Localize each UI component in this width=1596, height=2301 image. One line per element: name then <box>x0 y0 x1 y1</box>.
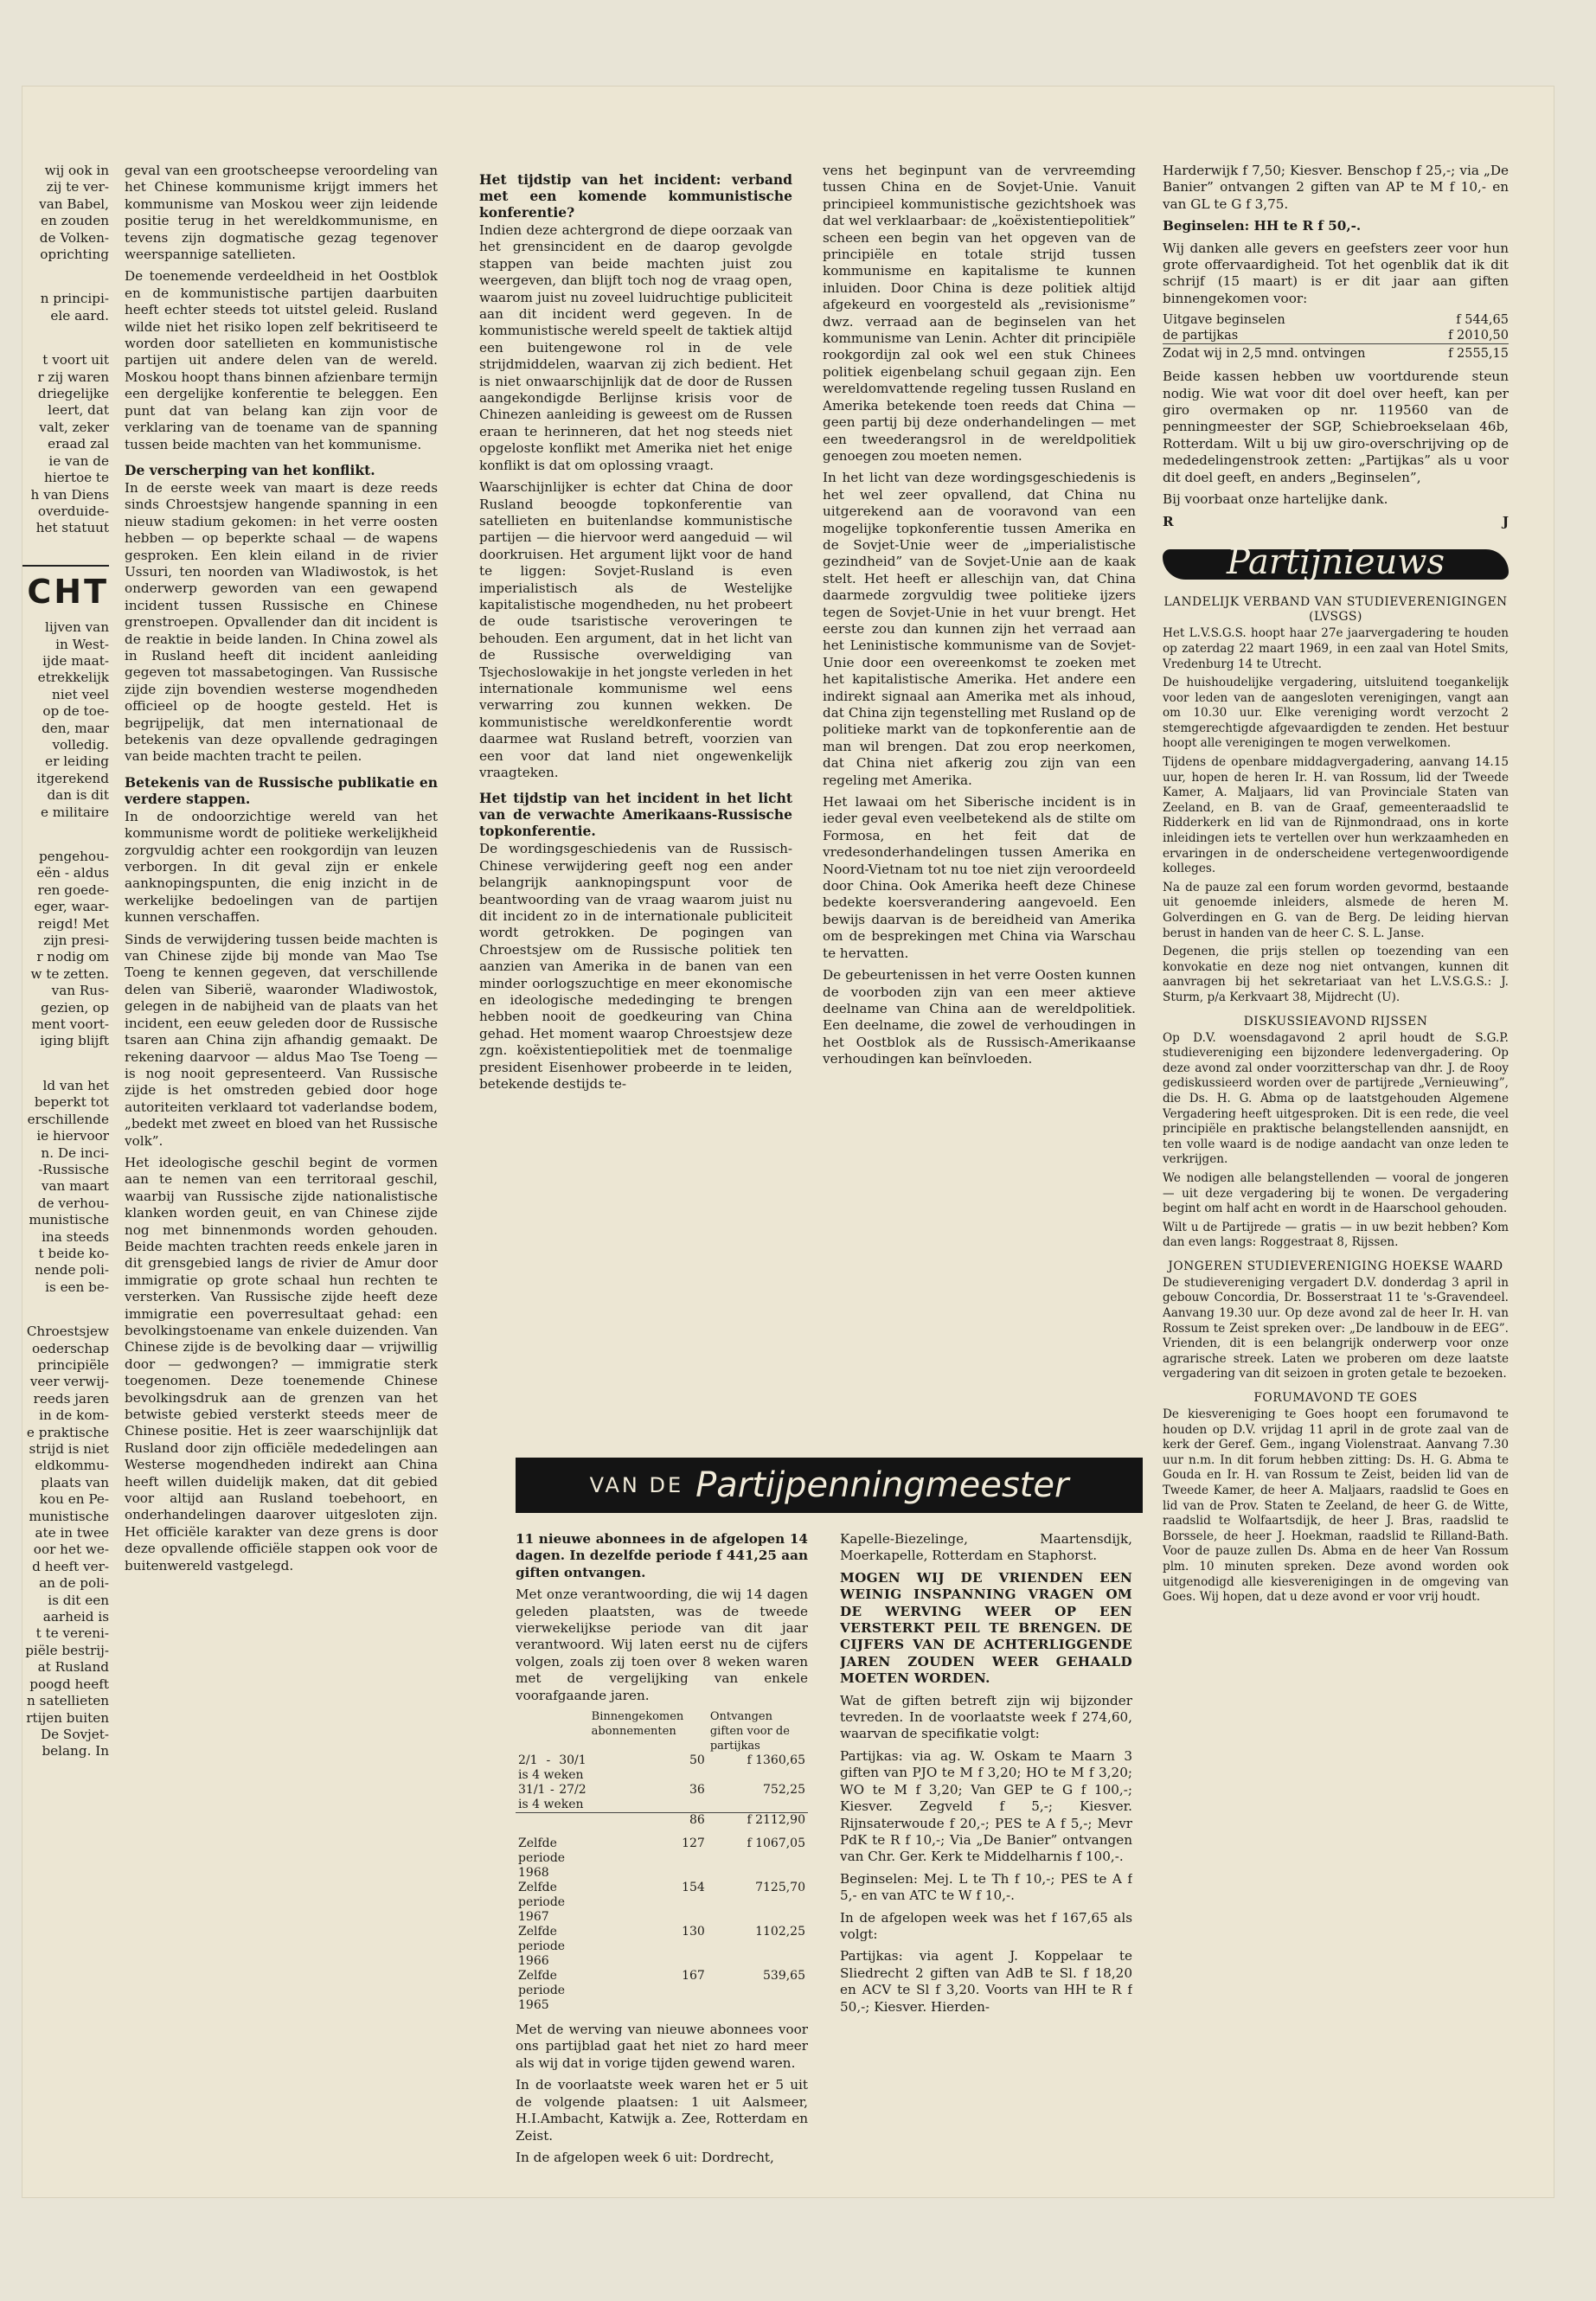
paragraph: Degenen, die prijs stellen op toezending van een konvokatie en deze nog niet ontvangen, kunnen dit aanvragen bij het sekretariaat van het L.V.S.G.S.: J. Sturm, p/a Kerkvaart 38, Mijdrecht (U). <box>1163 945 1509 1004</box>
paragraph: Beginselen: Mej. L te Th f 10,-; PES te A f 5,- en van ATC te W f 10,-. <box>840 1870 1132 1904</box>
paragraph: De huishoudelijke vergadering, uitsluitend toegankelijk voor leden van de aangesloten verenigingen, vangt aan om 10.30 uur. Elke vereniging wordt verzocht 2 stemgerechtigde afgevaardigden te zenden. Het bestuur hoopt alle verenigingen te mogen verwelkomen. <box>1163 676 1509 751</box>
row-gifts: 752,25 <box>763 1783 805 1798</box>
paragraph: Het lawaai om het Siberische incident is in ieder geval even veelbetekend als de stilte om Formosa, en het feit dat de vredesonderhandelingen tussen Amerika en Noord-Vietnam tot nu toe niet zijn veroordeeld door China. Ook Amerika heeft deze Chinese bedekte koersverandering aangevoeld. Een bewijs daarvan is de bereidheid van Amerika om de besprekingen met China via Warschau te hervatten. <box>823 794 1136 961</box>
ledger-total-row <box>1163 344 1509 362</box>
ledger-label: Uitgave beginselen <box>1163 313 1285 328</box>
row-count: 127 <box>682 1836 705 1851</box>
paragraph: De studievereniging vergadert D.V. donderdag 3 april in gebouw Concordia, Dr. Bosserstraat 11 te 's-Gravendeel. Aanvang 19.30 uur. Op deze avond zal de heer Ir. H. van Rossum te Zeist spreken over: „De landbouw in de EEG”. Vrienden, dit is een belangrijk onderwerp voor onze agrarische streek. Laten we proberen om deze laatste vergadering van dit seizoen in groten getale te bezoeken. <box>1163 1275 1509 1381</box>
clipped-heading: CHT <box>27 572 109 611</box>
paragraph: geval van een grootscheepse veroordeling van het Chinese kommunisme krijgt immers het kommunisme van Moskou weer zijn leidende positie terug in het wereldkommunisme, en tevens zijn dogmatische gezag tegenover weerspannige satellieten. <box>125 163 438 263</box>
table-total-row <box>516 1813 808 1829</box>
row-gifts: 539,65 <box>763 1969 805 1984</box>
article-column-2 <box>479 163 792 1434</box>
paragraph: Waarschijnlijker is echter dat China de door Rusland beoogde topkonferentie van satellieten en buitenlandse kommunistische partijen — die hiervoor werd aangeduid — wil doorkruisen. Het argument lijkt voor de hand te liggen: Sovjet-Rusland is even imperialistisch als de Westelijke kapitalistische mogendheden, nu het probeert de oude tsaristische veroveringen te behouden. Een argument, dat in het licht van de Russische overweldiging van Tsjechoslowakije in het jongste verleden in het internationale kommunisme wel eens verwarring zou kunnen wekken. De kommunistische wereldkonferentie wordt daarmee wat Rusland betreft, voorzien van een voor dat land niet ongewenkelijk vraagteken. <box>479 479 792 780</box>
total-count: 86 <box>589 1813 708 1829</box>
table-row <box>516 1836 808 1881</box>
paragraph: Indien deze achtergrond de diepe oorzaak van het grensincident en de daarop gevolgde stappen van beide machten juist zou weergeven, dan blijft toch nog de vraag open, waarom juist nu zoveel luidruchtige publiciteit aan dit incident werd gegeven. In de kommunistische wereld speelt de taktiek altijd een buitengewone rol in de vele strijdmiddelen, waarvan zij zich bedient. Het is niet onwaarschijnlijk dat de door de Russen aangekondigde Berlijnse krisis voor de Chinezen aanleiding is geweest om de Russen eraan te herinneren, dat het nog steeds niet opgeloste konflikt met Amerika niet het enige konflikt is dat om oplossing vraagt. <box>479 222 792 473</box>
clipped-block: n principi- ele aard. <box>40 291 109 324</box>
row-count: 154 <box>682 1881 705 1895</box>
signature <box>1163 514 1509 530</box>
paragraph: Harderwijk f 7,50; Kiesver. Benschop f 25,-; via „De Banier” ontvangen 2 giften van AP te M f 10,- en van GL te G f 3,75. <box>1163 163 1509 212</box>
signature-initial: R <box>1163 513 1174 529</box>
newspaper-page <box>22 87 1554 2197</box>
article-column-4 <box>1163 163 1509 2178</box>
table-row <box>516 1783 808 1813</box>
ledger-value: f 544,65 <box>1456 313 1509 328</box>
paragraph: In de voorlaatste week waren het er 5 uit de volgende plaatsen: 1 uit Aalsmeer, H.I.Ambacht, Katwijk a. Zee, Rotterdam en Zeist. <box>516 2077 808 2144</box>
column-header: Ontvangen giften voor de partijkas <box>709 1710 790 1753</box>
signature-initial: J <box>1502 513 1509 529</box>
clipped-block: Chroestsjew oederschap principiële veer verwij- reeds jaren in de kom- e praktische strijd is niet eldkommu- plaats van kou en Pe- munistische ate in twee oor het we- d heeft ver- an de poli- is dit een aarheid is t te vereni- piële bestrij- at Rusland poogd heeft n satellieten rtijen buiten De Sovjet- belang. In <box>25 1324 109 1759</box>
paragraph: Partijkas: via ag. W. Oskam te Maarn 3 giften van PJO te M f 3,20; HO te M f 3,20; WO te M f 3,20; Van GEP te G f 100,-; Kiesver. Zegveld f 5,-; Kiesver. Rijnsaterwoude f 20,-; PES te A f 5,-; Mevr PdK te R f 10,-; Via „De Banier” ontvangen van Chr. Ger. Kerk te Middelharnis f 100,-. <box>840 1747 1132 1865</box>
article-column-1 <box>125 163 438 2152</box>
paragraph: Sinds de verwijdering tussen beide machten is van Chinese zijde bij monde van Mao Tse Toeng te kennen gegeven, dat verschillende delen van Siberië, waaronder Wladiwostok, gelegen in de nabijheid van de plaats van het incident, een eeuw geleden door de Russische tsaren aan China zijn afhandig gemaakt. De rekening daarvoor — aldus Mao Tse Toeng — is nog nooit gepresenteerd. Van Russische zijde is het omstreden gebied door hoge autoriteiten verklaard tot vaderlandse bodem, „bedekt met zweet en bloed van het Russische volk”. <box>125 931 438 1149</box>
paragraph: Op D.V. woensdagavond 2 april houdt de S.G.P. studievereniging een bijzondere ledenvergadering. Op deze avond zal onder voorzitterschap van dhr. J. de Rooy gediskussieerd worden over de partijrede „Vernieuwing”, die Ds. H. G. Abma op de laatstgehouden Algemene Vergadering heeft uitgesproken. Dit is een rede, die veel principiële en praktische belangstellenden aansnijdt, en ten volle waard is de nodige aandacht van onze leden te verkrijgen. <box>1163 1030 1509 1167</box>
paragraph: Tijdens de openbare middagvergadering, aanvang 14.15 uur, hopen de heren Ir. H. van Rossum, lid der Tweede Kamer, A. Maljaars, lid van Provinciale Staten van Zeeland, en B. van de Graaf, gemeenteraadslid te Ridderkerk en lid van de Rijnmondraad, ons in korte inleidingen iets te vertellen over hun werkzaamheden en ervaringen in de onderscheidene vertegenwoordigende kolleges. <box>1163 755 1509 876</box>
paragraph: Bij voorbaat onze hartelijke dank. <box>1163 491 1388 508</box>
appeal-caps: MOGEN WIJ DE VRIENDEN EEN WEINIG INSPANNING VRAGEN OM DE WERVING WEER OP EEN VERSTERKT PEIL TE BRENGEN. DE CIJFERS VAN DE ACHTERLIGGENDE JAREN ZOUDEN WEER GEHAALD MOETEN WORDEN. <box>840 1569 1132 1687</box>
clipped-column <box>22 163 109 1788</box>
paragraph: Na de pauze zal een forum worden gevormd, bestaande uit genoemde inleiders, alsmede de heren M. Golverdingen en G. van de Berg. De leiding hiervan berust in handen van de heer C. S. L. Janse. <box>1163 880 1509 940</box>
paragraph: Wij danken alle gevers en geefsters zeer voor hun grote offervaardigheid. Tot het ogenblik dat ik dit schrijf (15 maart) is er dit jaar aan giften binnengekomen voor: <box>1163 240 1509 306</box>
paragraph: In het licht van deze wordingsgeschiedenis is het wel zeer opvallend, dat China nu uitgerekend aan de vooravond van een mogelijke topkonferentie tussen Amerika en de Sovjet-Unie weer de „imperialistische gezindheid” van de Sovjet-Unie aan de kaak stelt. Het heeft er alleschijn van, dat China daarmede zorgvuldig twee politieke ijzers tegen de Sovjet-Unie in het vuur brengt. Het eerste zou dan kunnen zijn het verraad aan het Leninistische kommunisme van de Sovjet-Unie door een overeenkomst te zoeken met het kapitalistische Amerika. Het andere een indirekt signaal aan Amerika met als inhoud, dat China zijn tegenstelling met Rusland op de politieke markt van de topkonferentie aan de man wil brengen. Dat zou erop neerkomen, dat China niet afkerig zou zijn van een regeling met Amerika. <box>823 470 1136 788</box>
table-row <box>516 1753 808 1783</box>
paragraph: Partijkas: via agent J. Koppelaar te Sliedrecht 2 giften van AdB te Sl. f 18,20 en ACV te Sl f 3,20. Voorts van HH te R f 50,-; Kiesver. Hierden- <box>840 1948 1132 2015</box>
news-title: DISKUSSIEAVOND RIJSSEN <box>1243 1014 1428 1029</box>
row-label: 2/1 - 30/1 is 4 weken <box>518 1753 586 1783</box>
paragraph: We nodigen alle belangstellenden — vooral de jongeren — uit deze vergadering bij te wonen. De vergadering begint om half acht en wordt in de Haarschool gehouden. <box>1163 1170 1509 1216</box>
penningmeester-banner <box>516 1458 1143 1513</box>
clipped-block: pengehou- eën - aldus ren goede- eger, waar- reigd! Met zijn presi- r nodig om w te zetten. van Rus- gezien, op ment voort- iging blijft <box>30 849 109 1049</box>
row-label: Zelfde periode 1966 <box>518 1925 566 1969</box>
paragraph: Het ideologische geschil begint de vormen aan te nemen van een territoraal geschil, waarbij van Russische zijde nationalistische klanken worden geuit, en van Chinese zijde nog met binnenmonds worden gehouden. Beide machten trachten reeds enkele jaren in dit grensgebied langs de rivier de Amur door immigratie op grote schaal hun rechten te versterken. Van Russische zijde heeft deze immigratie een poverresultaat gehad: een bevolkingstoename van enkele duizenden. Van Chinese zijde is de bevolking daar — vrijwillig door — gedwongen? — immigratie sterk toegenomen. Deze toenemende Chinese bevolkingsdruk aan de grenzen van het betwiste gebied versterkt steeds meer de Chinese positie. Het is zeer waarschijnlijk dat Rusland door zijn officiële mededelingen aan Westerse mogendheden indirekt aan China heeft willen duidelijk maken, dat dit gebied voor altijd aan Rusland toebehoort, en onderhandelingen daarover uitgesloten zijn. Het officiële karakter van deze grens is door deze opvallende officiële stappen ook voor de buitenwereld vastgelegd. <box>125 1154 438 1574</box>
row-gifts: f 1360,65 <box>747 1753 805 1768</box>
table-row <box>516 1881 808 1925</box>
article-column-3 <box>823 163 1136 1434</box>
row-label: Zelfde periode 1967 <box>518 1881 566 1925</box>
row-label: Zelfde periode 1968 <box>518 1836 566 1881</box>
subheading: De verscherping van het konflikt. <box>125 461 375 478</box>
row-count: 36 <box>689 1783 705 1798</box>
paragraph: De toenemende verdeeldheid in het Oostblok en de kommunistische partijen daarbuiten heeft echter steeds tot uitstel geleid. Rusland wilde niet het risiko lopen zelf bekritiseerd te worden door satellieten en kommunistische partijen uit andere delen van de wereld. Moskou hoopt thans binnen afzienbare termijn een dergelijke konferentie te beleggen. Een punt dat van belang kan zijn voor de verklaring van de toename van de spanning tussen beide machten van het kommunisme. <box>125 268 438 452</box>
partijnieuws-banner: Partijnieuws <box>1163 549 1509 580</box>
subscription-table <box>516 1709 808 2013</box>
paragraph: Kapelle-Biezelinge, Maartensdijk, Moerkapelle, Rotterdam en Staphorst. <box>840 1531 1132 1564</box>
clipped-block: ld van het beperkt tot erschillende ie hiervoor n. De inci- -Russische van maart de verhou- munistische ina steeds t beide ko- nende poli- is een be- <box>27 1077 109 1295</box>
ledger-label: Zodat wij in 2,5 mnd. ontvingen <box>1163 344 1429 362</box>
news-title: FORUMAVOND TE GOES <box>1253 1391 1418 1406</box>
paragraph: Beginselen: HH te R f 50,-. <box>1163 218 1362 234</box>
paragraph: De kiesvereniging te Goes hoopt een forumavond te houden op D.V. vrijdag 11 april in de grote zaal van de kerk der Geref. Gem., ingang Violenstraat. Aanvang 7.30 uur n.m. In dit forum hebben zitting: Ds. H. G. Abma te Gouda en Ir. H. van Rossum te Zeist, beiden lid van de Tweede Kamer, de heer A. Maljaars, raadslid te Goes en lid van de Prov. Staten te Zeeland, de heer G. de Witte, raadslid te Wolfaartsdijk, de heer J. Bras, raadslid te Borssele, de heer J. Hoekman, raadslid te Rilland-Bath. Voor de pauze zullen Ds. Abma en de heer Van Rossum plm. 10 minuten spreken. Deze avond worden ook uitgenodigd alle kiesverenigingen in de omgeving van Goes. Wij hopen, dat u deze avond er voor vrij houdt. <box>1163 1407 1509 1605</box>
clipped-block: lijven van in West- ijde maat- etrekkelijk niet veel op de toe- den, maar volledig. er leiding itgerekend dan is dit e militaire <box>36 619 109 820</box>
paragraph: De gebeurtenissen in het verre Oosten kunnen de voorboden zijn van een meer aktieve deelname van China aan de wereldpolitiek. Een deelname, die zowel de verhoudingen in het Oostblok als de Russisch-Amerikaanse verhoudingen kan beïnvloeden. <box>823 967 1136 1067</box>
ledger-value: f 2010,50 <box>1448 329 1509 343</box>
clipped-block: t voort uit r zij waren driegelijke leert, dat valt, zeker eraad zal ie van de hiertoe te h van Diens overduide- het statuut <box>30 352 109 536</box>
table-row <box>516 1969 808 2013</box>
total-gifts: f 2112,90 <box>708 1813 808 1829</box>
banner-prefix: VAN DE <box>589 1473 684 1497</box>
penning-column-left <box>516 1531 808 2189</box>
paragraph: In de eerste week van maart is deze reeds sinds Chroestsjew hangende spanning in een nieuw stadium gekomen: in het verre oosten hebben — op beperkte schaal — de wapens gesproken. Een klein eiland in de rivier Ussuri, ten noorden van Wladiwostok, is het onderwerp geworden van een gewapend incident tussen Russische en Chinese grenstroepen. Opvallender dan dit incident is de reaktie in beide landen. In China zowel als in Rusland heeft dit incident aanleiding gegeven tot massabetogingen. Van Russische zijde zijn bovendien westerse mogendheden officieel op de hoogte gesteld. Het is begrijpelijk, dat men internationaal de betekenis van deze opvallende gedragingen van beide machten tracht te peilen. <box>125 479 438 765</box>
paragraph: In de ondoorzichtige wereld van het kommunisme wordt de politieke werkelijkheid zorgvuldig achter een rookgordijn van leuzen verborgen. In dit geval zijn er enkele aanknopingspunten, die enig inzicht in de werkelijke bedoelingen van de partijen kunnen verschaffen. <box>125 808 438 926</box>
paragraph: Wilt u de Partijrede — gratis — in uw bezit hebben? Kom dan even langs: Roggestraat 8, Rijssen. <box>1163 1220 1509 1250</box>
paragraph: vens het beginpunt van de vervreemding tussen China en de Sovjet-Unie. Vanuit principieel kommunistische gezichtshoek was dat wel verklaarbaar: de „koëxistentiepolitiek” scheen een begin van het opgeven van de principiële en totale strijd tussen kommunisme en kapitalisme te kunnen inluiden. Door China is deze politiek altijd afgekeurd en voorgesteld als „revisionisme” dwz. verraad aan de beginselen van het kommunisme van Lenin. Achter dit principiële rookgordijn zal ook wel een stuk Chinees politiek eigenbelang schuil gegaan zijn. Een wereldomvattende regeling tussen Rusland en Amerika betekende toen reeds dat China — geen partij bij deze onderhandelingen — met een tweederangsrol in de wereldpolitiek genoegen zou moeten nemen. <box>823 163 1136 464</box>
row-gifts: f 1067,05 <box>747 1836 805 1851</box>
row-count: 130 <box>682 1925 705 1939</box>
row-label: 31/1 - 27/2 is 4 weken <box>518 1783 586 1812</box>
paragraph: De wordingsgeschiedenis van de Russisch-Chinese verwijdering geeft nog een ander belangrijk aanknopingspunt voor de beantwoording van de vraag waarom juist nu dit incident zo in de internationale publiciteit wordt getrokken. De pogingen van Chroestsjew om de Russische politiek ten aanzien van Amerika in de banen van een minder oorlogszuchtige en meer ekonomische en ideologische mededinging te brengen hebben nooit de goedkeuring van China gehad. Het moment waarop Chroestsjew deze zgn. koëxistentiepolitiek met de toenmalige president Eisenhower probeerde in te leiden, betekende destijds te- <box>479 841 792 1093</box>
intro-bold: 11 nieuwe abonnees in de afgelopen 14 dagen. In dezelfde periode f 441,25 aan giften ontvangen. <box>516 1531 808 1580</box>
divider <box>22 565 109 567</box>
paragraph: Wat de giften betreft zijn wij bijzonder tevreden. In de voorlaatste week f 274,60, waarvan de specifikatie volgt: <box>840 1692 1132 1742</box>
party-news <box>1163 595 1509 1605</box>
paragraph: In de afgelopen week was het f 167,65 als volgt: <box>840 1909 1132 1942</box>
row-label: Zelfde periode 1965 <box>518 1969 566 2013</box>
row-gifts: 7125,70 <box>755 1881 805 1895</box>
row-gifts: 1102,25 <box>755 1925 805 1939</box>
ledger-value: f 2555,15 <box>1429 344 1509 362</box>
banner-title: Partijpenningmeester <box>695 1465 1069 1505</box>
news-title: JONGEREN STUDIEVERENIGING HOEKSE WAARD <box>1168 1259 1503 1273</box>
subheading: Het tijdstip van het incident in het licht van de verwachte Amerikaans-Russische topkonferentie. <box>479 790 792 840</box>
row-count: 50 <box>689 1753 705 1768</box>
paragraph: Beide kassen hebben uw voortdurende steun nodig. Wie wat voor dit doel over heeft, kan per giro overmaken op nr. 119560 van de penningmeester der SGP, Schiebroekselaan 46b, Rotterdam. Wilt u bij uw giro-overschrijving op de mededelingenstrook zetten: „Partijkas” als u voor dit doel geeft, en anders „Beginselen”, <box>1163 369 1509 485</box>
clipped-block: wij ook in zij te ver- van Babel, en zouden de Volken- oprichting <box>39 163 109 263</box>
gifts-ledger <box>1163 312 1509 362</box>
paragraph: Het L.V.S.G.S. hoopt haar 27e jaarvergadering te houden op zaterdag 22 maart 1969, in een zaal van Hotel Smits, Vredenburg 14 te Utrecht. <box>1163 626 1509 671</box>
column-header: Binnengekomen abonnementen <box>591 1710 684 1739</box>
ledger-row <box>1163 328 1509 344</box>
news-title: LANDELIJK VERBAND VAN STUDIEVERENIGINGEN (LVSGS) <box>1163 595 1508 625</box>
row-count: 167 <box>682 1969 705 1984</box>
table-row <box>516 1925 808 1969</box>
ledger-label: de partijkas <box>1163 329 1239 343</box>
subheading: Betekenis van de Russische publikatie en verdere stappen. <box>125 773 438 807</box>
subheading: Het tijdstip van het incident: verband met een komende kommunistische konferentie? <box>479 171 792 221</box>
paragraph: Met de werving van nieuwe abonnees voor ons partijblad gaat het niet zo hard meer als wij dat in vorige tijden gewend waren. <box>516 2022 808 2071</box>
paragraph: In de afgelopen week 6 uit: Dordrecht, <box>516 2149 774 2165</box>
ledger-row <box>1163 312 1509 328</box>
penning-column-right <box>840 1531 1132 2189</box>
paragraph: Met onze verantwoording, die wij 14 dagen geleden plaatsten, was de tweede vierwekelijkse periode van dit jaar verantwoord. Wij laten eerst nu de cijfers volgen, zoals zij toen over 8 weken waren met de vergelijking van enkele voorafgaande jaren. <box>516 1586 808 1703</box>
